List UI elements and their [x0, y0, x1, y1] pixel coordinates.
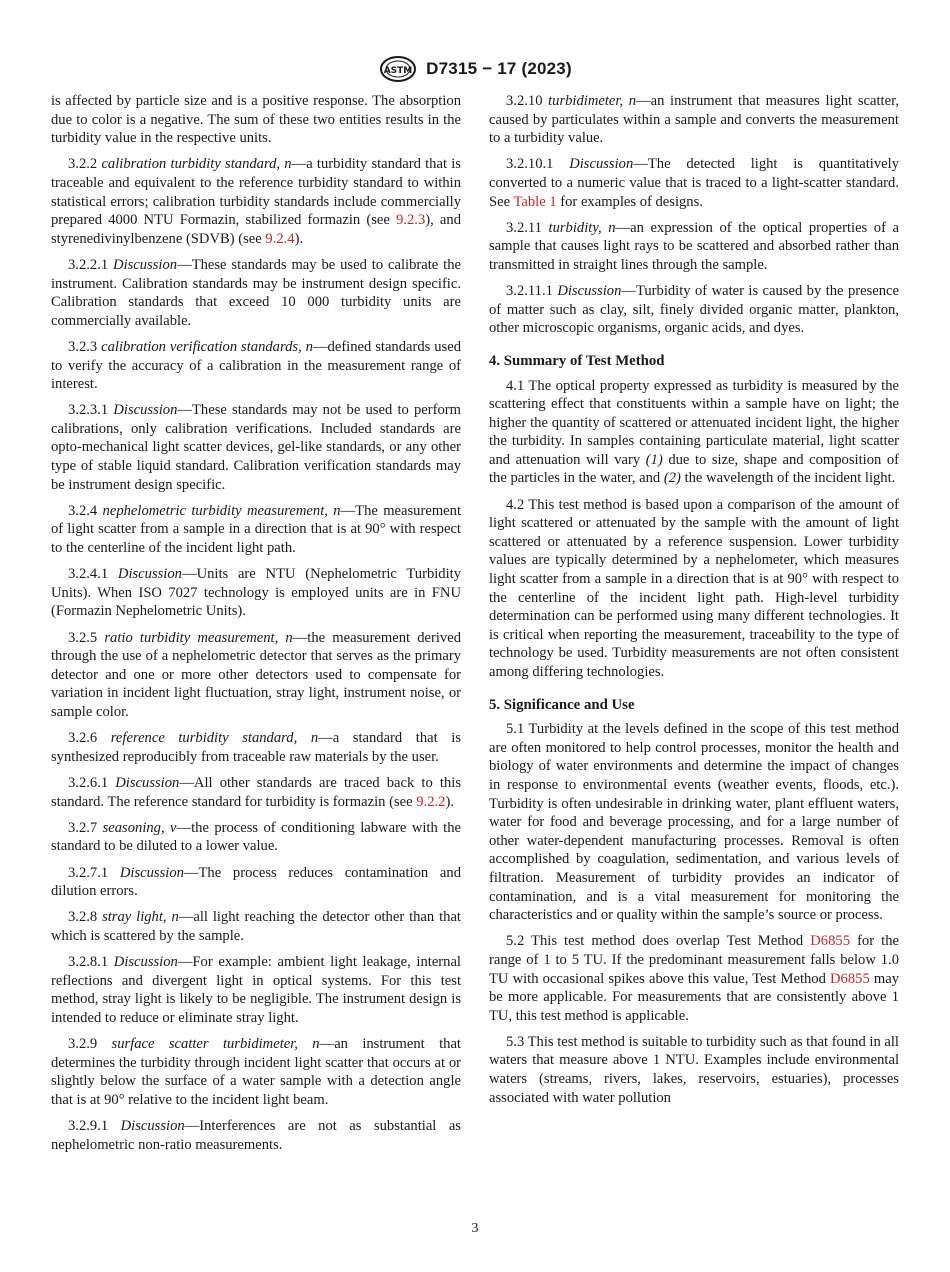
italic-term: nephelometric turbidity measurement, n [102, 502, 341, 519]
text-run: —defined standards used to verify the accuracy of a calibration in the measurement range of interest. [51, 338, 461, 393]
text-run: —an instrument that measures light scatter, caused by particulates within a sample and converts the measurement to a turbidity value. [489, 93, 900, 147]
italic-term: ratio turbidity measurement, n [104, 629, 293, 646]
section-heading: 5. Significance and Use [489, 696, 635, 713]
paragraph [51, 92, 461, 148]
text-run: —These standards may be used to calibrate the instrument. Calibration standards may be instrument design specific. Calibration standards that exceed 10 000 turbidity units are commercially available. [51, 256, 461, 329]
italic-term: calibration verification standards, n [101, 338, 313, 355]
text-run: for examples of designs. [556, 193, 703, 210]
cross-reference-link[interactable]: D6855 [830, 970, 870, 987]
cross-reference-link[interactable]: D6855 [810, 933, 850, 950]
text-run: 3.2.10 [506, 93, 549, 109]
paragraph [51, 155, 461, 248]
text-run: —Turbidity of water is caused by the presence of matter such as clay, silt, finely divided organic matter, plankton, other microscopic organisms, organic acids, and dyes. [489, 283, 899, 337]
text-run: —a turbidity standard that is traceable and equivalent to the reference turbidity standard to within statistical errors; calibration turbidity standards include commercially prepared 4000 NTU Formazin, stabilized formazin (see [51, 156, 461, 229]
text-run: 3.2.7 [68, 819, 103, 836]
astm-logo-text: ASTM [383, 66, 413, 76]
paragraph [489, 377, 899, 489]
italic-term: seasoning, v [102, 819, 177, 836]
italic-term: Discussion [113, 256, 178, 273]
paragraph [51, 774, 461, 811]
italic-term: surface scatter turbidimeter, n [111, 1036, 320, 1053]
text-run: 3.2.11 [506, 219, 549, 236]
italic-term: Discussion [115, 774, 180, 791]
paragraph [489, 720, 899, 925]
text-run: for the range of 1 to 5 TU. If the predominant measurement falls below 1.0 TU with occasional spikes above this value, Test Method [489, 933, 899, 987]
document-designation: D7315 − 17 (2023) [426, 59, 572, 78]
text-run: 3.2.9.1 [68, 1118, 121, 1134]
text-run: 3.2.11.1 [506, 283, 558, 300]
text-run: —an expression of the optical properties of a sample that causes light rays to be scattered and absorbed rather than transmitted in straight lines through the sample. [489, 219, 900, 273]
italic-term: calibration turbidity standard, n [101, 156, 292, 173]
italic-term: (1) [645, 451, 663, 468]
text-run: 3.2.5 [68, 629, 105, 646]
text-run: 3.2.8 [68, 909, 103, 926]
text-run: ). [294, 230, 304, 247]
paragraph [489, 932, 899, 1025]
paragraph [489, 92, 899, 148]
text-run: 4.2 This test method is based upon a comparison of the amount of light scattered or attenuated by the sample with the amount of light scattered or attenuated by a reference suspension. Lower turbidity values are typically determined by a nephelometer, which measures light scatter from a sample in a direction that is at 90° with respect to the centerline of the incident light path. High-level turbidity determination can be performed using many different technologies. It is critical when reporting the measurement, traceability to the type of technology be used. Turbidity measurements are not often consistent among differing technologies. [489, 496, 899, 680]
text-run: 5.3 This test method is suitable to turbidity such as that found in all waters that measure above 1 NTU. Examples include environmental waters (streams, rivers, lakes, reservoirs, estuaries), processes associated with water pollution [489, 1033, 899, 1106]
paragraph [51, 729, 461, 766]
text-run: is affected by particle size and is a positive response. The absorption due to color is a negative. The sum of these two entities results in the turbidity value in the respective units. [51, 93, 461, 147]
italic-term: reference turbidity standard, n [110, 730, 319, 747]
italic-term: Discussion [119, 864, 184, 881]
text-run: 3.2.4 [68, 502, 103, 519]
paragraph [51, 565, 461, 621]
italic-term: Discussion [120, 1118, 185, 1134]
text-run: 3.2.10.1 [506, 156, 570, 173]
text-run: 3.2.6 [68, 730, 111, 747]
text-run: 5.2 This test method does overlap Test Method [506, 933, 811, 950]
text-run: 3.2.3.1 [68, 402, 114, 419]
text-run: —a standard that is synthesized reproducibly from traceable raw materials by the user. [51, 730, 462, 765]
italic-term: stray light, n [102, 909, 179, 926]
paragraph [51, 864, 461, 901]
section-heading: 4. Summary of Test Method [489, 352, 665, 369]
paragraph [51, 819, 461, 856]
text-run: 3.2.2.1 [68, 256, 114, 273]
cross-reference-link[interactable]: 9.2.2 [416, 793, 446, 810]
text-run: —all light reaching the detector other than that which is scattered by the sample. [51, 909, 461, 944]
paragraph [489, 219, 899, 275]
text-run: —The detected light is quantitatively converted to a numeric value that is traced to a light-scatter standard. See [489, 156, 899, 210]
astm-logo-icon [378, 54, 418, 84]
text-run: 3.2.6.1 [68, 774, 116, 791]
text-run: 3.2.4.1 [68, 566, 118, 583]
paragraph [51, 401, 461, 494]
paragraph [489, 496, 899, 682]
text-run: —an instrument that determines the turbidity through incident light scatter that occurs at or slightly below the surface of a water sample with a detection angle that is at 90° relative to the incident light beam. [51, 1036, 461, 1108]
italic-term: (2) [663, 470, 681, 487]
page-header [0, 54, 950, 89]
text-run: due to size, shape and composition of the particles in the water, and [489, 451, 899, 487]
text-run: 5.1 Turbidity at the levels defined in the scope of this test method are often monitored to help control processes, monitor the health and biology of water environments and determine the impact of changes in response to environmental events (weather events, floods, etc.). Turbidity is often undesirable in drinking water, plant effluent waters, water for food and beverage processing, and for a large number of other water-dependent manufacturing processes. Removal is often accomplished by coagulation, sedimentation, and various levels of filtration. Measurement of turbidity provides an indicator of contamination, and is a vital measurement for monitoring the characteristics and or quality within the sample’s source or process. [489, 721, 899, 924]
text-run: —the measurement derived through the use of a nephelometric detector that serves as the primary detector and one or more other detectors used to compensate for variation in incident light fluctuation, stray light, instrument noise, or sample color. [51, 629, 462, 720]
text-run: 3.2.2 [68, 156, 102, 173]
text-run: ), and styrenedivinylbenzene (SDVB) (see [51, 212, 461, 247]
cross-reference-link[interactable]: 9.2.4 [265, 230, 295, 247]
text-run: —Interferences are not as substantial as nephelometric non-ratio measurements. [51, 1118, 461, 1153]
paragraph [51, 953, 461, 1027]
paragraph [51, 502, 461, 558]
text-run: —Units are NTU (Nephelometric Turbidity Units). When ISO 7027 technology is employed units are in FNU (Formazin Nephelometric Units). [51, 566, 461, 620]
italic-term: Discussion [113, 954, 178, 971]
text-run: 3.2.3 [68, 338, 102, 355]
italic-term: turbidity, n [548, 219, 616, 236]
italic-term: Discussion [557, 283, 622, 300]
paragraph [51, 908, 461, 945]
text-run: 3.2.9 [68, 1036, 112, 1053]
text-run: 4.1 The optical property expressed as turbidity is measured by the scattering effect that constituents within a sample have on light; the higher the quantity of scattered or attenuated incident light, the higher the turbidity. In samples containing particulate material, light scatter and attenuation will vary [489, 377, 899, 468]
paragraph [51, 1117, 461, 1154]
left-column [51, 92, 461, 1162]
text-run: 3.2.7.1 [68, 864, 120, 881]
italic-term: Discussion [569, 156, 634, 173]
text-run: may be more applicable. For measurements that are consistently above 1 TU, this test method is applicable. [489, 970, 899, 1024]
italic-term: Discussion [113, 402, 178, 419]
text-run: —The measurement of light scatter from a sample in a direction that is at 90° with respect to the centerline of the incident light path. [51, 502, 461, 557]
text-run: 3.2.8.1 [68, 954, 114, 971]
text-run: —the process of conditioning labware with the standard to be diluted to a lower value. [51, 819, 461, 855]
page-number: 3 [471, 1221, 479, 1236]
paragraph [51, 256, 461, 330]
italic-term: Discussion [117, 566, 182, 583]
paragraph [51, 629, 461, 722]
text-run: —The process reduces contamination and dilution errors. [51, 864, 461, 900]
paragraph [489, 1033, 899, 1107]
cross-reference-link[interactable]: Table 1 [513, 193, 557, 210]
text-run: ). [445, 793, 454, 810]
italic-term: turbidimeter, n [548, 93, 637, 109]
text-run: —For example: ambient light leakage, internal reflections and divergent light in optical systems. For this test method, stray light is likely to be negligible. The instrument design is intended to reduce or eliminate stray light. [51, 954, 461, 1026]
text-run: —All other standards are traced back to this standard. The reference standard for turbidity is formazin (see [51, 774, 461, 810]
paragraph [51, 1035, 461, 1109]
text-run: —These standards may not be used to perform calibrations, only calibration verifications. Included standards are opto-mechanical light scatter devices, gel-like standards, or any other type of stable liquid standard. Calibration verification standards may be instrument design specific. [51, 402, 462, 493]
cross-reference-link[interactable]: 9.2.3 [396, 212, 426, 229]
paragraph [489, 155, 899, 211]
text-run: the wavelength of the incident light. [680, 470, 896, 487]
paragraph [51, 338, 461, 394]
right-column [489, 92, 899, 1115]
paragraph [489, 282, 899, 338]
